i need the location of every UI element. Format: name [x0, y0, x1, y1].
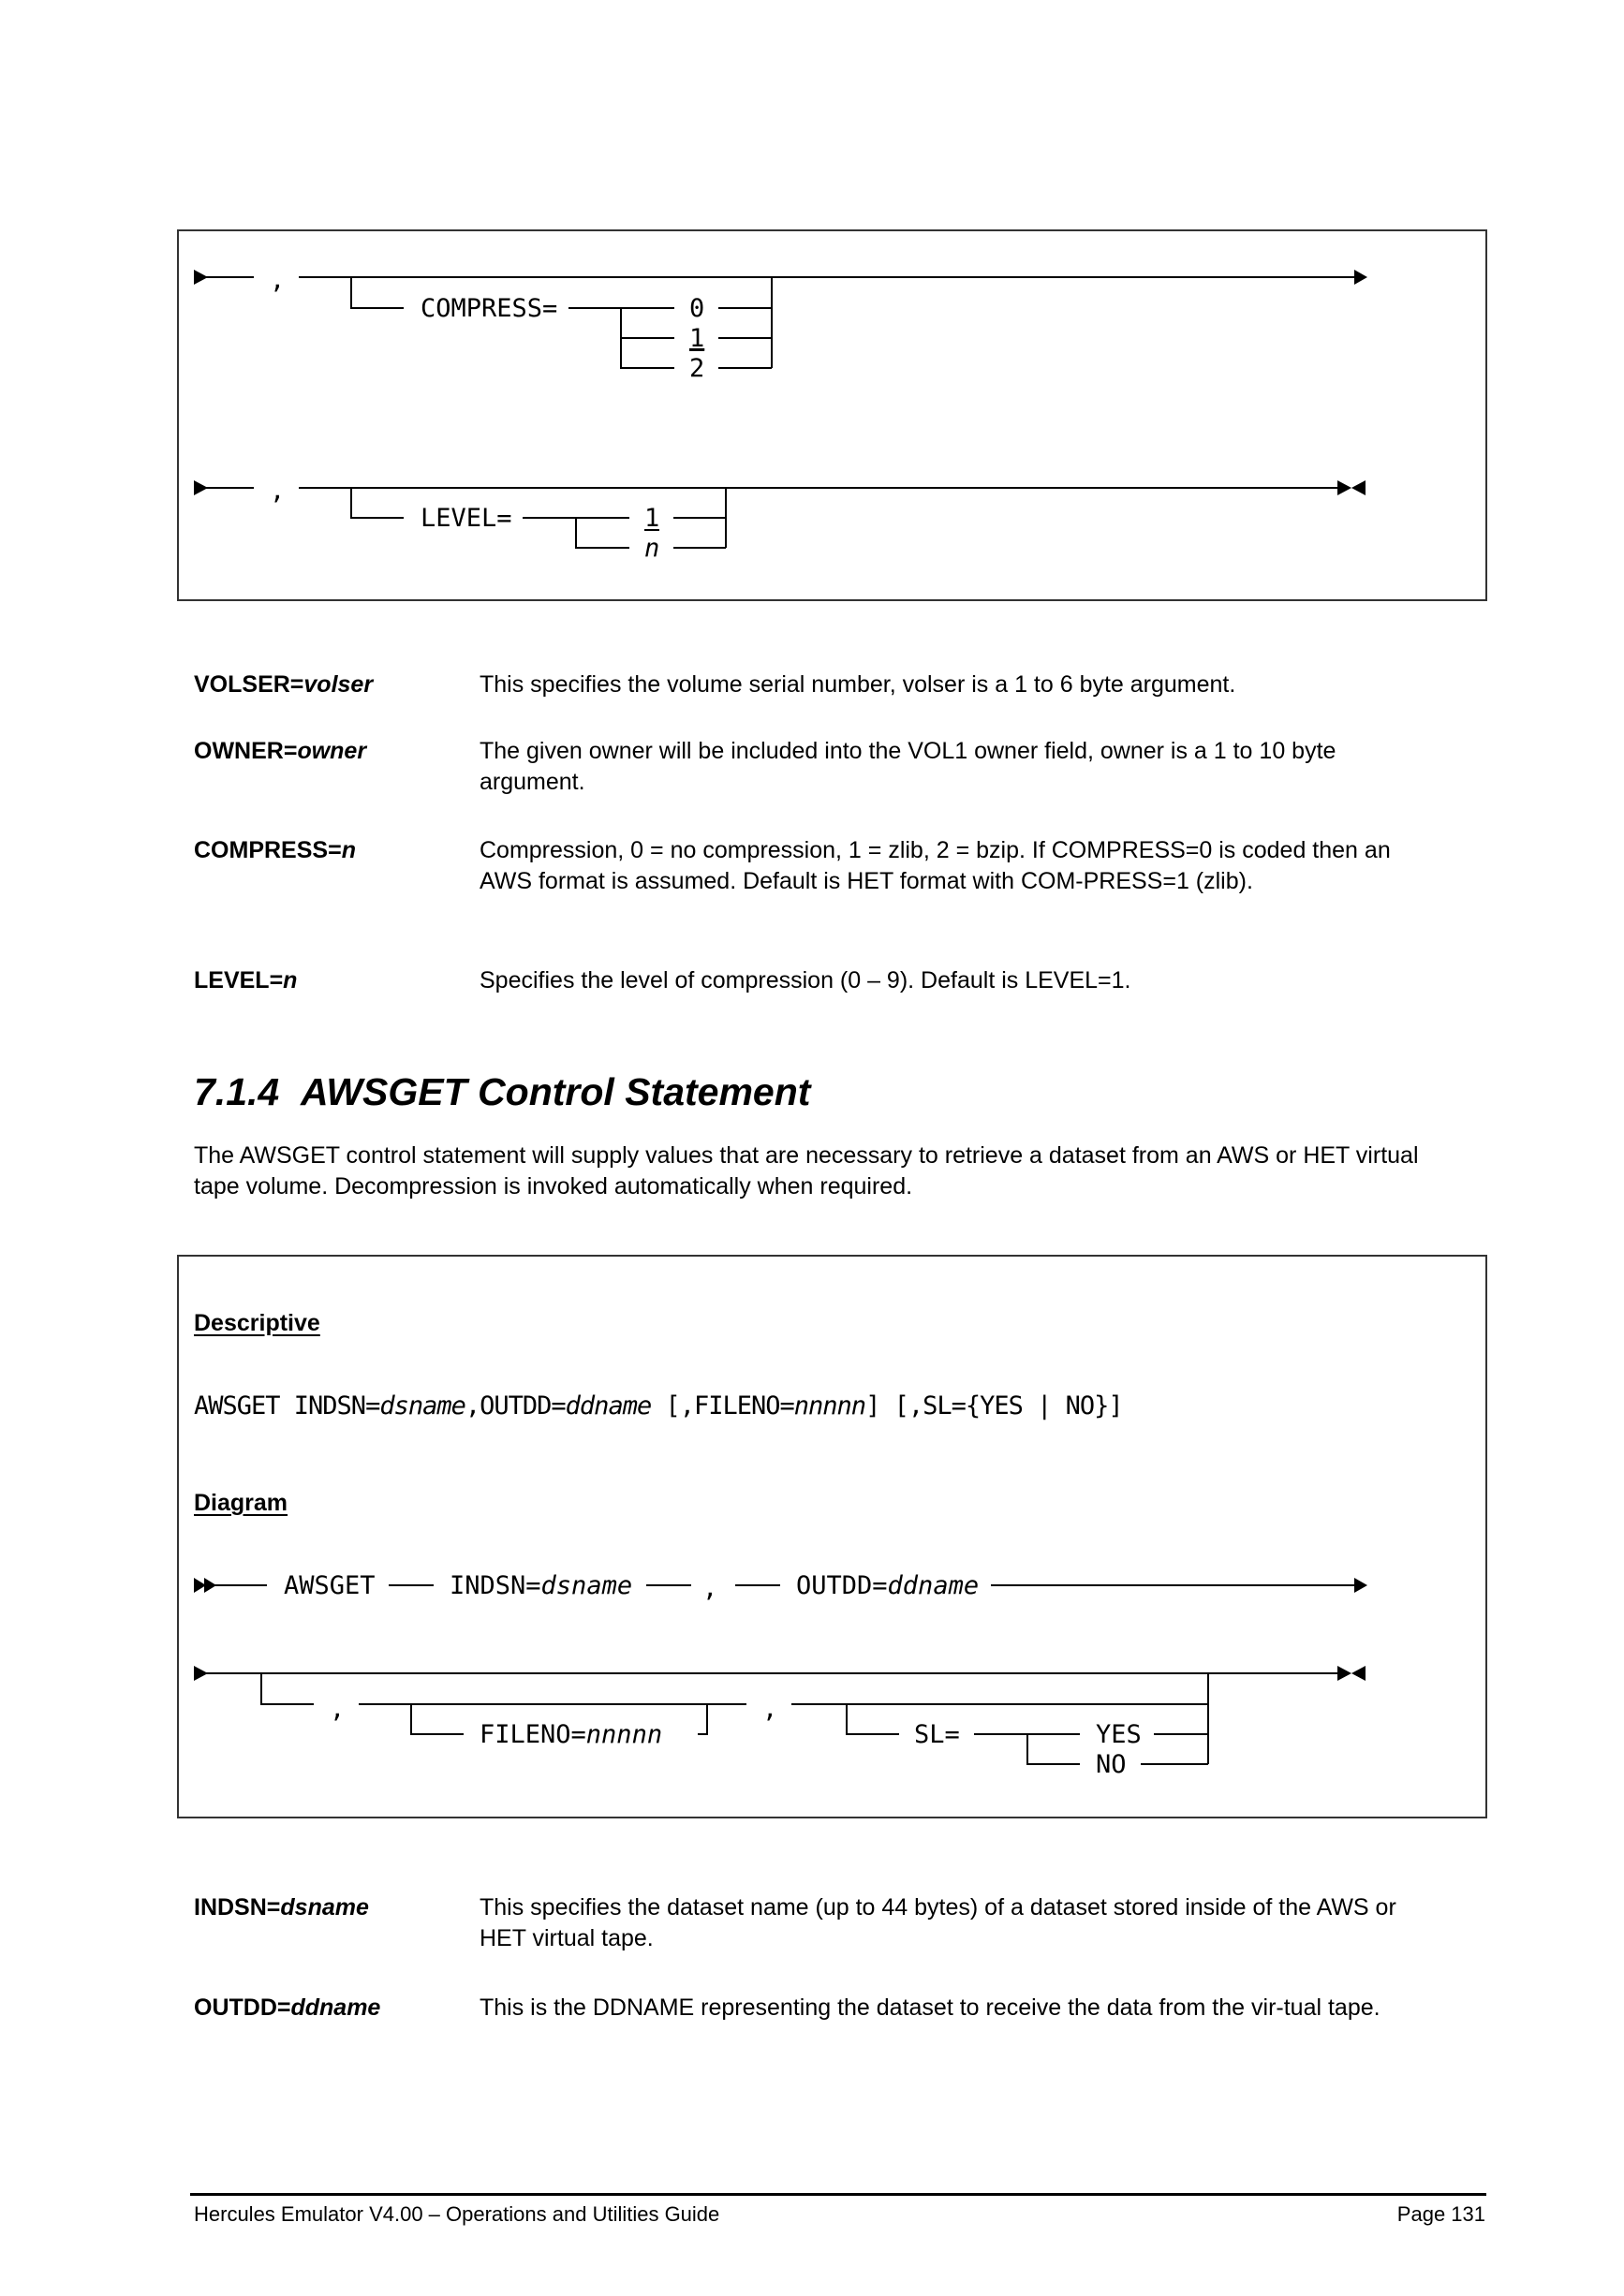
- svg-text:INDSN=dsname: INDSN=dsname: [450, 1571, 633, 1600]
- start-arrow-icon: [194, 270, 208, 285]
- svg-text:1: 1: [644, 504, 660, 533]
- svg-text:,: ,: [330, 1695, 346, 1724]
- svg-text:1: 1: [689, 324, 705, 353]
- footer-title: Hercules Emulator V4.00 – Operations and Utilities Guide: [194, 2202, 720, 2226]
- start-arrow-icon: [194, 480, 208, 495]
- param-desc-outdd: This is the DDNAME representing the dataset to receive the data from the vir-tual tape.: [480, 1994, 1380, 2021]
- param-label-compress: COMPRESS=n: [194, 837, 356, 863]
- section-heading: 7.1.4 AWSGET Control Statement: [194, 1070, 811, 1113]
- svg-text:LEVEL=: LEVEL=: [421, 504, 512, 533]
- param-desc-compress: Compression, 0 = no compression, 1 = zlib, 2 = bzip. If COMPRESS=0 is coded then an AWS format is assumed. Default is HET format with COM-PRESS=1 (zlib).: [480, 837, 1391, 894]
- param-desc-level: Specifies the level of compression (0 – 9). Default is LEVEL=1.: [480, 967, 1131, 993]
- svg-text:,: ,: [270, 266, 286, 295]
- svg-text:2: 2: [689, 354, 705, 383]
- continue-arrow-icon: [1354, 1578, 1367, 1593]
- footer-divider: [190, 2193, 1486, 2196]
- descriptive-syntax: AWSGET INDSN=dsname,OUTDD=ddname [,FILENO=nnnnn] [,SL={YES | NO}]: [194, 1391, 1123, 1420]
- svg-text:,: ,: [270, 477, 286, 506]
- diagram-label: Diagram: [194, 1490, 288, 1516]
- svg-text:SL=: SL=: [914, 1720, 960, 1749]
- section-intro: The AWSGET control statement will supply values that are necessary to retrieve a dataset from an AWS or HET virtual tape volume. Decompression is invoked automatically when required.: [194, 1142, 1419, 1200]
- param-label-indsn: INDSN=dsname: [194, 1894, 369, 1921]
- railroad-diagram-compress-level: [0, 0, 1624, 655]
- param-desc-indsn: This specifies the dataset name (up to 44 bytes) of a dataset stored inside of the AWS or HET virtual tape.: [480, 1894, 1396, 1951]
- svg-text:COMPRESS=: COMPRESS=: [421, 294, 558, 323]
- end-arrow-icon: [1337, 480, 1351, 495]
- param-label-owner: OWNER=owner: [194, 738, 367, 764]
- param-desc-volser: This specifies the volume serial number, volser is a 1 to 6 byte argument.: [480, 671, 1236, 698]
- start-arrow-icon: [194, 1666, 208, 1681]
- svg-text:,: ,: [762, 1695, 778, 1724]
- svg-text:,: ,: [702, 1574, 718, 1603]
- param-label-level: LEVEL=n: [194, 967, 298, 993]
- railroad-diagram-awsget: [0, 1545, 1624, 1807]
- param-label-volser: VOLSER=volser: [194, 671, 374, 698]
- svg-text:YES: YES: [1096, 1720, 1142, 1749]
- svg-text:0: 0: [689, 294, 705, 323]
- svg-text:AWSGET: AWSGET: [284, 1571, 376, 1600]
- svg-text:OUTDD=ddname: OUTDD=ddname: [796, 1571, 980, 1600]
- continue-arrow-icon: [1354, 270, 1367, 285]
- param-label-outdd: OUTDD=ddname: [194, 1994, 381, 2021]
- svg-text:n: n: [644, 534, 660, 563]
- page-number: Page 131: [1396, 2202, 1485, 2226]
- descriptive-label: Descriptive: [194, 1310, 320, 1336]
- end-arrow-icon: [1337, 1666, 1351, 1681]
- svg-text:NO: NO: [1096, 1750, 1127, 1779]
- param-desc-owner: The given owner will be included into the VOL1 owner field, owner is a 1 to 10 byte argument.: [480, 738, 1336, 795]
- svg-text:FILENO=nnnnn: FILENO=nnnnn: [480, 1720, 663, 1749]
